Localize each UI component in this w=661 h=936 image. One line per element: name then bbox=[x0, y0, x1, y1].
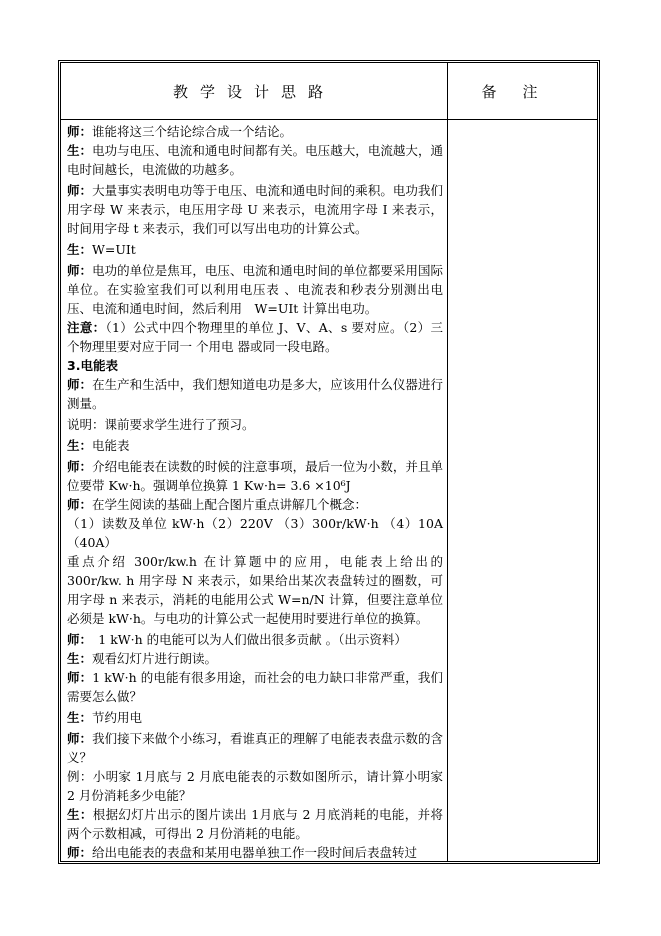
text-line: 生：节约用电 bbox=[67, 710, 143, 725]
text-line: 例：小明家 1月底与 2 月底电能表的示数如图所示，请计算小明家 2 月份消耗多少电能？ bbox=[67, 769, 443, 803]
text-line: 生：根据幻灯片出示的图片读出 1月底与 2 月底消耗的电能，并将两个示数相减，可得出 2 月份消耗的电能。 bbox=[67, 807, 443, 841]
text-line: 师：我们接下来做个小练习，看谁真正的理解了电能表表盘示数的含义？ bbox=[67, 731, 443, 765]
header-design-ideas: 教学设计思路 bbox=[172, 82, 335, 101]
text-line: 生：电功与电压、电流和通电时间都有关。电压越大，电流越大，通电时间越长，电流做的功越多。 bbox=[67, 143, 443, 177]
text-line: 师：电功的单位是焦耳，电压、电流和通电时间的单位都要采用国际单位。在实验室我们可以利用电压表 、电流表和秒表分别测出电压、电流和通电时间，然后利用 W=UIt 计算出电功。 bbox=[67, 263, 443, 316]
text-line: 说明：课前要求学生进行了预习。 bbox=[67, 417, 255, 432]
lesson-plan-table bbox=[58, 60, 600, 864]
header-divider bbox=[61, 119, 597, 120]
text-line: 师：介绍电能表在读数的时候的注意事项，最后一位为小数，并且单位要带 Kw·h。强调单位换算 1 Kw·h= 3.6 ×10⁶J bbox=[67, 459, 443, 493]
text-line: 师：谁能将这三个结论综合成一个结论。 bbox=[67, 124, 293, 139]
text-line: 生：W=UIt bbox=[67, 242, 136, 257]
text-line: 生：观看幻灯片进行朗读。 bbox=[67, 651, 218, 666]
header-remarks: 备注 bbox=[481, 82, 564, 101]
section-heading: 3.电能表 bbox=[67, 358, 118, 373]
lesson-content bbox=[67, 122, 443, 862]
text-line: 师：1 kW·h 的电能有很多用途，而社会的电力缺口非常严重，我们需要怎么做？ bbox=[67, 670, 443, 704]
column-divider bbox=[447, 63, 448, 861]
text-line: 师：在生产和生活中，我们想知道电功是多大，应该用什么仪器进行测量。 bbox=[67, 377, 443, 411]
text-line: 注意：（1）公式中四个物理里的单位 J、V、A、s 要对应。（2）三个物理里要对应于同一 个用电 器或同一段电路。 bbox=[67, 320, 443, 354]
text-line: 师： 1 kW·h 的电能可以为人们做出很多贡献 。（出示资料） bbox=[67, 632, 407, 647]
text-line: （1）读数及单位 kW·h（2）220V （3）300r/kW·h （4）10A（40A） bbox=[67, 516, 443, 550]
text-line: 重点介绍 300r/kw.h 在计算题中的应用，电能表上给出的 300r/kw. h 用字母 N 来表示，如果给出某次表盘转过的圈数，可用字母 n 来表示，消耗的电能用公式 W=n/N 计算，但要注意单位必须是 kW·h。与电功的计算公式一起使用时要进行单位的换算。 bbox=[67, 554, 443, 626]
text-line: 生：电能表 bbox=[67, 438, 130, 453]
text-line: 师：给出电能表的表盘和某用电器单独工作一段时间后表盘转过 bbox=[67, 845, 418, 860]
text-line: 师：大量事实表明电功等于电压、电流和通电时间的乘积。电功我们用字母 W 来表示，电压用字母 U 来表示，电流用字母 I 来表示，时间用字母 t 来表示，我们可以写出电功的计算公式。 bbox=[67, 183, 443, 236]
text-line: 师：在学生阅读的基础上配合图片重点讲解几个概念： bbox=[67, 497, 368, 512]
